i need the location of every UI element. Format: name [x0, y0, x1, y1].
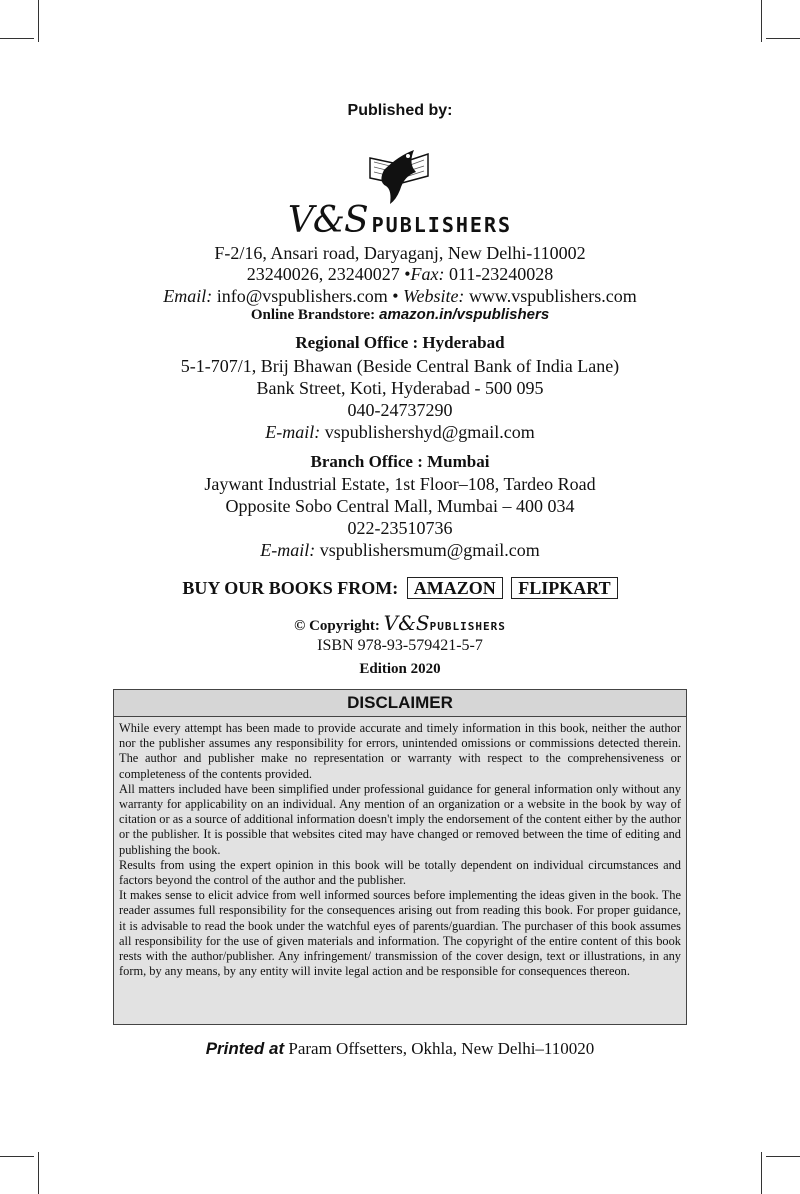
copyright-row — [0, 611, 800, 635]
regional-office-line2: Bank Street, Koti, Hyderabad - 500 095 — [256, 378, 544, 398]
isbn: ISBN 978-93-579421-5-7 — [317, 637, 483, 654]
copyright-label: © Copyright: — [294, 618, 380, 634]
regional-office-email-row — [0, 421, 800, 443]
publisher-book-eagle-logo — [364, 142, 436, 206]
branch-office-title: Branch Office : Mumbai — [310, 452, 490, 471]
fax-label: Fax: — [410, 264, 445, 284]
brand-vs: V&S — [287, 200, 368, 241]
buy-books-row — [0, 577, 800, 599]
branch-office-email[interactable]: vspublishersmum@gmail.com — [319, 540, 540, 560]
publisher-brand-wordmark — [0, 200, 800, 241]
branch-office-email-row — [0, 539, 800, 561]
branch-office-line1: Jaywant Industrial Estate, 1st Floor–108, Tardeo Road — [204, 474, 596, 494]
regional-office-phone: 040-24737290 — [347, 400, 453, 420]
published-by-heading: Published by: — [347, 102, 453, 119]
regional-office-email[interactable]: vspublishershyd@gmail.com — [324, 422, 535, 442]
crop-mark-top-left-h — [0, 38, 34, 39]
head-office-fax: 011-23240028 — [448, 264, 554, 284]
printed-label: Printed at — [205, 1039, 285, 1058]
edition: Edition 2020 — [359, 661, 441, 677]
crop-mark-top-left — [38, 0, 39, 42]
disclaimer-body — [114, 717, 686, 979]
crop-mark-top-right-h — [766, 38, 800, 39]
head-office-phone-fax: 23240026, 23240027 •Fax: 011-23240028 — [246, 264, 554, 284]
copyright-brand-vs: V&S — [383, 611, 430, 635]
disclaimer-paragraph: It makes sense to elicit advice from well informed sources before implementing the ideas given in the book. The reader assumes full responsibility for the consequences arising out from reading this book. For proper guidance, it is advisable to read the book under the watchful eyes of parents/guardian. The purchaser of this book assumes all responsibility for the use of given materials and information. The copyright of the entire content of this book rests with the author/publisher. Any infringement/ transmission of the cover design, text or illustrations, in any form, by any means, by any entity will invite legal action and be responsible for consequences thereon. — [119, 888, 681, 979]
buy-label: BUY OUR BOOKS FROM: — [182, 578, 399, 598]
crop-mark-bottom-left — [38, 1152, 39, 1194]
brandstore-label: Online Brandstore: — [250, 307, 376, 323]
email-label: Email: — [163, 286, 213, 306]
brandstore-link[interactable]: amazon.in/vspublishers — [379, 306, 550, 323]
crop-mark-bottom-left-h — [0, 1156, 34, 1157]
flipkart-button[interactable]: FLIPKART — [511, 577, 617, 599]
branch-email-label: E-mail: — [260, 540, 316, 560]
disclaimer-paragraph: While every attempt has been made to provide accurate and timely information in this book, neither the author nor the publisher assumes any responsibility for errors, unintended omissions or commissions detected therein. The author and publisher make no representation or warranty with respect to the comprehensiveness or completeness of the contents provided. — [119, 721, 681, 781]
regional-office-line1: 5-1-707/1, Brij Bhawan (Beside Central Bank of India Lane) — [180, 356, 620, 376]
head-office-address: F-2/16, Ansari road, Daryaganj, New Delhi-110002 — [214, 243, 586, 263]
regional-email-label: E-mail: — [265, 422, 321, 442]
disclaimer-paragraph: All matters included have been simplified under professional guidance for general information only without any warranty for applicability on an individual. Any mention of an organization or a website in the book by way of citation or as a source of additional information doesn't imply the endorsement of the content either by the author or the publisher. It is possible that websites cited may have changed or removed between the time of editing and publishing the book. — [119, 781, 681, 857]
printed-at-row — [0, 1039, 800, 1059]
disclaimer-box — [113, 689, 687, 1025]
disclaimer-title: DISCLAIMER — [114, 690, 686, 717]
online-brandstore — [0, 305, 800, 325]
head-office-phone: 23240026, 23240027 — [246, 264, 400, 284]
crop-mark-bottom-right — [761, 1152, 762, 1194]
crop-mark-top-right — [761, 0, 762, 42]
website-label: Website: — [403, 286, 465, 306]
head-office-contacts: Email: info@vspublishers.com • Website: www.vspublishers.com — [163, 286, 637, 306]
head-office-email[interactable]: info@vspublishers.com — [216, 286, 388, 306]
regional-office-title: Regional Office : Hyderabad — [295, 333, 505, 352]
printed-text: Param Offsetters, Okhla, New Delhi–110020 — [288, 1039, 595, 1058]
head-office-website[interactable]: www.vspublishers.com — [468, 286, 637, 306]
branch-office-line2: Opposite Sobo Central Mall, Mumbai – 400 034 — [225, 496, 575, 516]
branch-office-phone: 022-23510736 — [347, 518, 453, 538]
disclaimer-paragraph: Results from using the expert opinion in this book will be totally dependent on individual circumstances and factors beyond the control of the author and the publisher. — [119, 857, 681, 888]
amazon-button[interactable]: AMAZON — [407, 577, 503, 599]
crop-mark-bottom-right-h — [766, 1156, 800, 1157]
brand-publishers: PUBLISHERS — [371, 213, 513, 237]
copyright-brand-publishers: PUBLISHERS — [429, 620, 506, 633]
